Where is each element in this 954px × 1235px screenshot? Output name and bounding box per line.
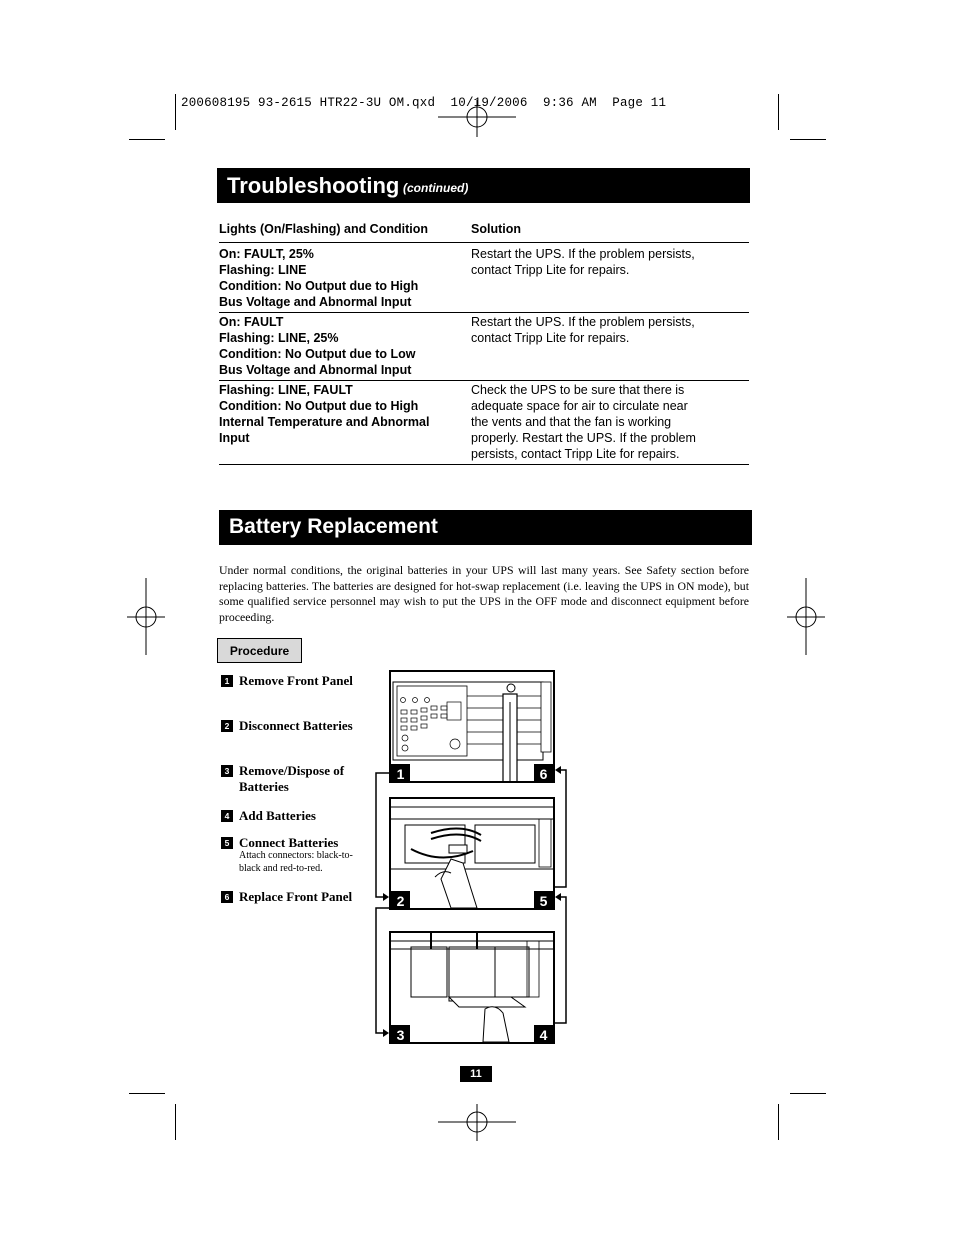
condition-line: Bus Voltage and Abnormal Input xyxy=(219,295,412,309)
solution-line: contact Tripp Lite for repairs. xyxy=(471,331,630,345)
condition-line: Flashing: LINE, FAULT xyxy=(219,383,353,397)
step-number: 3 xyxy=(221,765,233,777)
registration-mark-top xyxy=(438,98,518,138)
sequence-arrows xyxy=(370,760,570,1050)
table-row-3-solution xyxy=(471,382,741,462)
figure-tag: 3 xyxy=(391,1025,410,1044)
battery-header xyxy=(219,510,752,545)
step-note: Attach connectors: black-to-black and red-to-red. xyxy=(239,850,353,874)
figure-tag: 4 xyxy=(534,1025,553,1044)
step-label: Disconnect Batteries xyxy=(239,718,353,733)
table-divider xyxy=(219,464,749,465)
registration-mark-bottom xyxy=(438,1104,518,1142)
condition-line: Internal Temperature and Abnormal xyxy=(219,415,430,429)
condition-line: On: FAULT xyxy=(219,315,284,329)
condition-line: On: FAULT, 25% xyxy=(219,247,314,261)
step-number: 1 xyxy=(221,675,233,687)
figure-tag: 5 xyxy=(534,891,553,910)
troubleshooting-header xyxy=(217,168,750,203)
condition-line: Condition: No Output due to High xyxy=(219,279,419,293)
solution-line: the vents and that the fan is working xyxy=(471,415,672,429)
step-number: 2 xyxy=(221,720,233,732)
procedure-label: Procedure xyxy=(217,638,302,663)
column-header-condition: Lights (On/Flashing) and Condition xyxy=(219,222,428,236)
registration-mark-right xyxy=(786,578,826,656)
troubleshooting-title: Troubleshooting xyxy=(227,173,400,198)
condition-line: Condition: No Output due to Low xyxy=(219,347,416,361)
solution-line: Restart the UPS. If the problem persists, xyxy=(471,315,695,329)
condition-line: Bus Voltage and Abnormal Input xyxy=(219,363,412,377)
step-label: Connect Batteries xyxy=(239,835,339,850)
table-divider xyxy=(219,380,749,381)
page-number: 11 xyxy=(460,1066,492,1082)
solution-line: contact Tripp Lite for repairs. xyxy=(471,263,630,277)
step-number: 4 xyxy=(221,810,233,822)
step-label: Add Batteries xyxy=(239,808,316,823)
figure-tag: 6 xyxy=(534,764,553,783)
condition-line: Flashing: LINE, 25% xyxy=(219,331,339,345)
solution-line: properly. Restart the UPS. If the problem xyxy=(471,431,696,445)
step-label: Replace Front Panel xyxy=(239,889,353,904)
step-label: Remove Front Panel xyxy=(239,673,353,688)
solution-line: Check the UPS to be sure that there is xyxy=(471,383,685,397)
table-row-1-condition xyxy=(219,246,459,310)
condition-line: Flashing: LINE xyxy=(219,263,307,277)
troubleshooting-subtitle: (continued) xyxy=(403,181,469,195)
step-number: 6 xyxy=(221,891,233,903)
solution-line: Restart the UPS. If the problem persists, xyxy=(471,247,695,261)
battery-intro: Under normal conditions, the original batteries in your UPS will last many years. See Safety section before replacing batteries. The batteries are designed for hot-swap replacement (i.e. leaving the UPS in ON mode), but some qualified service personnel may wish to put the UPS in the OFF mode and disconnect equipment before proceeding. xyxy=(219,563,749,624)
condition-line: Input xyxy=(219,431,250,445)
column-header-solution: Solution xyxy=(471,222,521,236)
registration-mark-left xyxy=(126,578,166,656)
table-row-3-condition xyxy=(219,382,459,446)
table-row-1-solution xyxy=(471,246,741,278)
table-row-2-solution xyxy=(471,314,741,346)
table-divider xyxy=(219,312,749,313)
solution-line: adequate space for air to circulate near xyxy=(471,399,688,413)
print-slug: 200608195 93-2615 HTR22-3U OM.qxd 10/19/2006 9:36 AM Page 11 xyxy=(181,96,667,110)
battery-title: Battery Replacement xyxy=(229,515,438,538)
figure-tag: 1 xyxy=(391,764,410,783)
table-row-2-condition xyxy=(219,314,459,378)
solution-line: persists, contact Tripp Lite for repairs. xyxy=(471,447,680,461)
step-number: 5 xyxy=(221,837,233,849)
table-divider xyxy=(219,242,749,243)
step-label: Remove/Dispose of Batteries xyxy=(239,763,345,794)
condition-line: Condition: No Output due to High xyxy=(219,399,419,413)
figure-tag: 2 xyxy=(391,891,410,910)
